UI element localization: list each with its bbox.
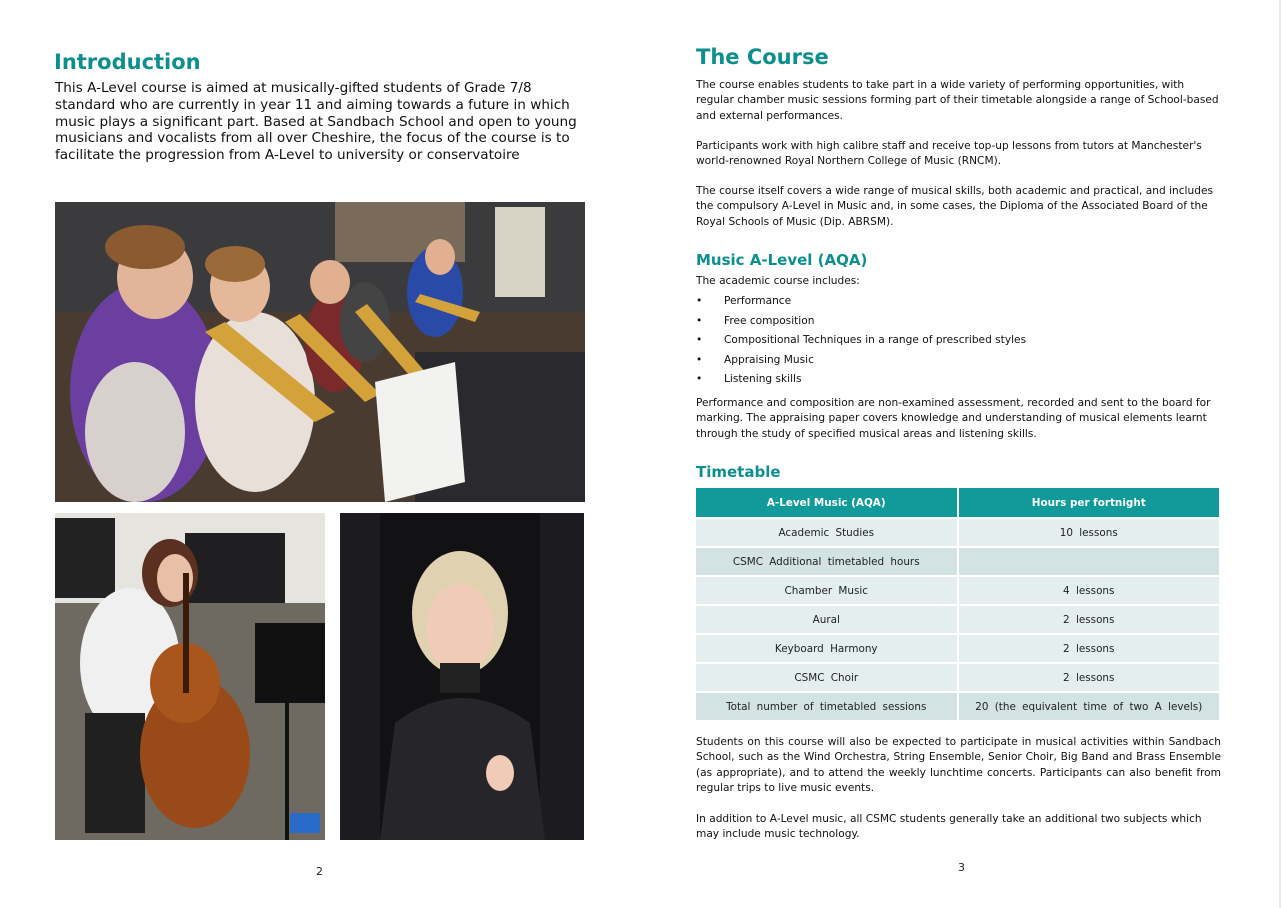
course-paragraph: The course enables students to take part in a wide variety of performing opportunities, with regular chamber music sessions forming part of their timetable alongside a range of School-based and external performances. <box>696 79 1219 122</box>
activities-paragraph: Students on this course will also be expected to participate in musical activities within Sandbach School, such as the Wind Orchestra, String Ensemble, Senior Choir, Big Band and Brass Ensemble (as appropriate), and to attend the weekly lunchtime concerts. Participants can also benefit from regular trips to live music events. <box>696 736 1221 795</box>
aqa-intro: The academic course includes: <box>696 275 860 287</box>
timetable-table <box>696 488 1219 720</box>
table-cell: 20 (the equivalent time of two A levels) <box>958 692 1220 720</box>
column-header: A-Level Music (AQA) <box>696 488 958 518</box>
table-cell: Academic Studies <box>696 518 958 547</box>
table-header-row <box>696 488 1219 518</box>
intro-paragraph: This A-Level course is aimed at musically-gifted students of Grade 7/8 standard who are currently in year 11 and aiming towards a future in which music plays a significant part. Based at Sandbach School and open to young musicians and vocalists from all over Cheshire, the focus of the course is to facilitate the progression from A-Level to university or conservatoire <box>55 80 577 164</box>
page-number: 2 <box>316 865 323 878</box>
table-cell: CSMC Choir <box>696 663 958 692</box>
aqa-heading: Music A-Level (AQA) <box>696 251 868 269</box>
list-item: • Appraising Music <box>696 353 1026 373</box>
table-cell: 2 lessons <box>958 663 1220 692</box>
course-components-list <box>696 294 1026 392</box>
table-row <box>696 692 1219 720</box>
left-page <box>0 0 640 908</box>
table-cell: Keyboard Harmony <box>696 634 958 663</box>
table-row <box>696 518 1219 547</box>
table-row <box>696 663 1219 692</box>
table-row <box>696 634 1219 663</box>
table-cell <box>958 547 1220 576</box>
cellist-photo <box>55 513 325 840</box>
list-item: • Listening skills <box>696 372 1026 392</box>
table-cell: 2 lessons <box>958 605 1220 634</box>
list-item: • Free composition <box>696 314 1026 334</box>
assessment-paragraph: Performance and composition are non-examined assessment, recorded and sent to the board for marking. The appraising paper covers knowledge and understanding of musical elements learnt through the study of specified musical areas and listening skills. <box>696 397 1211 440</box>
subjects-paragraph: In addition to A-Level music, all CSMC students generally take an additional two subjects which may include music technology. <box>696 813 1202 841</box>
course-heading: The Course <box>696 45 829 69</box>
table-cell: Chamber Music <box>696 576 958 605</box>
intro-heading: Introduction <box>54 50 201 74</box>
brass-ensemble-photo <box>55 202 585 502</box>
course-paragraph: Participants work with high calibre staff and receive top-up lessons from tutors at Manchester's world-renowned Royal Northern College of Music (RNCM). <box>696 140 1202 168</box>
table-cell: Total number of timetabled sessions <box>696 692 958 720</box>
table-cell: 10 lessons <box>958 518 1220 547</box>
list-item: • Performance <box>696 294 1026 314</box>
vocalist-photo <box>340 513 584 840</box>
column-header: Hours per fortnight <box>958 488 1220 518</box>
table-cell: Aural <box>696 605 958 634</box>
table-row <box>696 605 1219 634</box>
page-number: 3 <box>958 861 965 874</box>
course-paragraph: The course itself covers a wide range of musical skills, both academic and practical, and includes the compulsory A-Level in Music and, in some cases, the Diploma of the Associated Board of the Royal Schools of Music (Dip. ABRSM). <box>696 185 1213 228</box>
table-row <box>696 576 1219 605</box>
table-cell: 4 lessons <box>958 576 1220 605</box>
timetable-heading: Timetable <box>696 463 781 481</box>
page-edge-divider <box>1279 0 1281 908</box>
table-cell: CSMC Additional timetabled hours <box>696 547 958 576</box>
table-cell: 2 lessons <box>958 634 1220 663</box>
table-row <box>696 547 1219 576</box>
list-item: • Compositional Techniques in a range of prescribed styles <box>696 333 1026 353</box>
